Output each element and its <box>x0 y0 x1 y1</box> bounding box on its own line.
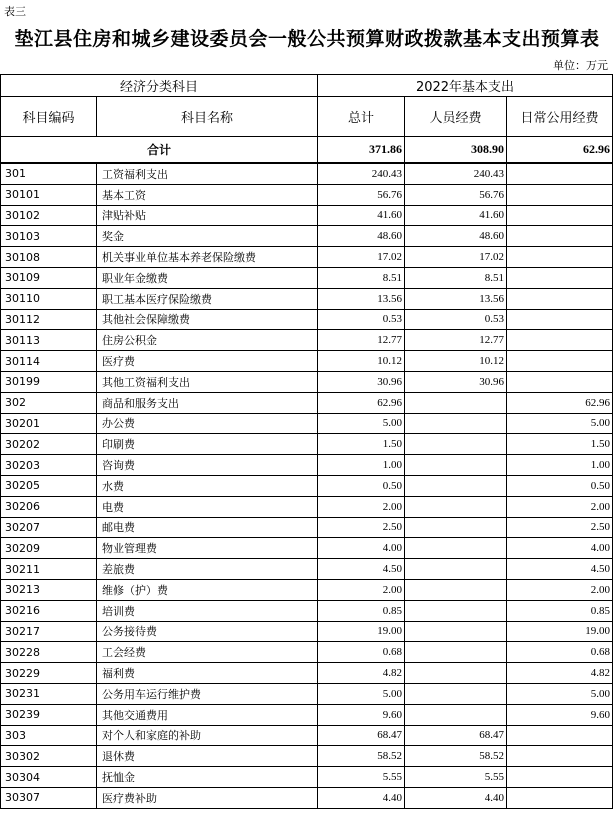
personnel-cell <box>405 392 507 413</box>
header-subject-code: 科目编码 <box>1 97 97 137</box>
table-row <box>1 683 613 704</box>
public-cell: 2.00 <box>507 579 613 600</box>
total-personnel-value: 308.90 <box>405 137 507 164</box>
table-row <box>1 205 613 226</box>
table-row <box>1 642 613 663</box>
subject-code-cell: 301 <box>1 163 97 184</box>
total-cell: 4.50 <box>318 559 405 580</box>
table-row <box>1 725 613 746</box>
subject-name-cell: 维修（护）费 <box>97 579 318 600</box>
public-cell: 5.00 <box>507 413 613 434</box>
public-cell <box>507 163 613 184</box>
public-cell <box>507 371 613 392</box>
table-row <box>1 538 613 559</box>
total-cell: 30.96 <box>318 371 405 392</box>
public-cell: 2.00 <box>507 496 613 517</box>
public-cell <box>507 330 613 351</box>
personnel-cell <box>405 538 507 559</box>
subject-name-cell: 医疗费补助 <box>97 787 318 808</box>
header-personnel-expense: 人员经费 <box>405 97 507 137</box>
public-cell: 4.50 <box>507 559 613 580</box>
subject-code-cell: 30102 <box>1 205 97 226</box>
personnel-cell: 48.60 <box>405 226 507 247</box>
table-row <box>1 767 613 788</box>
header-economic-classification: 经济分类科目 <box>1 75 318 97</box>
personnel-cell <box>405 663 507 684</box>
personnel-cell <box>405 434 507 455</box>
table-row <box>1 392 613 413</box>
public-cell: 4.00 <box>507 538 613 559</box>
subject-name-cell: 对个人和家庭的补助 <box>97 725 318 746</box>
total-cell: 8.51 <box>318 267 405 288</box>
public-cell: 1.50 <box>507 434 613 455</box>
public-cell: 5.00 <box>507 683 613 704</box>
personnel-cell <box>405 704 507 725</box>
public-cell <box>507 288 613 309</box>
personnel-cell: 58.52 <box>405 746 507 767</box>
subject-name-cell: 津贴补贴 <box>97 205 318 226</box>
public-cell <box>507 226 613 247</box>
subject-code-cell: 30109 <box>1 267 97 288</box>
subject-name-cell: 住房公积金 <box>97 330 318 351</box>
subject-code-cell: 30103 <box>1 226 97 247</box>
subject-name-cell: 办公费 <box>97 413 318 434</box>
personnel-cell: 5.55 <box>405 767 507 788</box>
total-cell: 58.52 <box>318 746 405 767</box>
table-row <box>1 704 613 725</box>
subject-name-cell: 咨询费 <box>97 455 318 476</box>
table-row <box>1 579 613 600</box>
header-total: 总计 <box>318 97 405 137</box>
total-label: 合计 <box>1 137 318 164</box>
subject-name-cell: 抚恤金 <box>97 767 318 788</box>
table-row <box>1 267 613 288</box>
personnel-cell: 240.43 <box>405 163 507 184</box>
public-cell <box>507 247 613 268</box>
document-title: 垫江县住房和城乡建设委员会一般公共预算财政拨款基本支出预算表 <box>14 28 600 50</box>
public-cell <box>507 767 613 788</box>
subject-name-cell: 其他工资福利支出 <box>97 371 318 392</box>
public-cell: 0.68 <box>507 642 613 663</box>
subject-code-cell: 303 <box>1 725 97 746</box>
personnel-cell <box>405 496 507 517</box>
total-public-value: 62.96 <box>507 137 613 164</box>
subject-code-cell: 30113 <box>1 330 97 351</box>
table-row <box>1 247 613 268</box>
public-cell: 62.96 <box>507 392 613 413</box>
subject-code-cell: 30207 <box>1 517 97 538</box>
subject-code-cell: 30213 <box>1 579 97 600</box>
public-cell: 0.50 <box>507 475 613 496</box>
subject-code-cell: 30229 <box>1 663 97 684</box>
total-cell: 9.60 <box>318 704 405 725</box>
table-row <box>1 413 613 434</box>
subject-code-cell: 30108 <box>1 247 97 268</box>
subject-name-cell: 福利费 <box>97 663 318 684</box>
personnel-cell <box>405 683 507 704</box>
subject-name-cell: 职工基本医疗保险缴费 <box>97 288 318 309</box>
public-cell: 19.00 <box>507 621 613 642</box>
subject-code-cell: 30231 <box>1 683 97 704</box>
subject-name-cell: 公务用车运行维护费 <box>97 683 318 704</box>
subject-code-cell: 302 <box>1 392 97 413</box>
table-row <box>1 496 613 517</box>
table-row <box>1 184 613 205</box>
total-cell: 68.47 <box>318 725 405 746</box>
personnel-cell <box>405 600 507 621</box>
public-cell <box>507 184 613 205</box>
subject-name-cell: 邮电费 <box>97 517 318 538</box>
total-cell: 12.77 <box>318 330 405 351</box>
subject-code-cell: 30216 <box>1 600 97 621</box>
total-cell: 10.12 <box>318 351 405 372</box>
subject-name-cell: 水费 <box>97 475 318 496</box>
subject-name-cell: 商品和服务支出 <box>97 392 318 413</box>
public-cell: 1.00 <box>507 455 613 476</box>
personnel-cell <box>405 455 507 476</box>
subject-code-cell: 30209 <box>1 538 97 559</box>
personnel-cell: 41.60 <box>405 205 507 226</box>
subject-code-cell: 30307 <box>1 787 97 808</box>
subject-name-cell: 奖金 <box>97 226 318 247</box>
personnel-cell: 17.02 <box>405 247 507 268</box>
subject-code-cell: 30201 <box>1 413 97 434</box>
subject-code-cell: 30114 <box>1 351 97 372</box>
total-cell: 0.85 <box>318 600 405 621</box>
total-cell: 1.00 <box>318 455 405 476</box>
table-row <box>1 351 613 372</box>
table-row <box>1 787 613 808</box>
subject-code-cell: 30205 <box>1 475 97 496</box>
subject-name-cell: 退休费 <box>97 746 318 767</box>
subject-name-cell: 其他交通费用 <box>97 704 318 725</box>
table-row <box>1 600 613 621</box>
table-row <box>1 163 613 184</box>
subject-code-cell: 30206 <box>1 496 97 517</box>
personnel-cell <box>405 579 507 600</box>
total-cell: 56.76 <box>318 184 405 205</box>
subject-name-cell: 公务接待费 <box>97 621 318 642</box>
subject-name-cell: 差旅费 <box>97 559 318 580</box>
table-row <box>1 309 613 330</box>
subject-name-cell: 电费 <box>97 496 318 517</box>
table-row <box>1 475 613 496</box>
unit-label: 单位：万元 <box>553 59 608 72</box>
subject-code-cell: 30211 <box>1 559 97 580</box>
total-cell: 5.55 <box>318 767 405 788</box>
total-row <box>1 137 613 164</box>
table-row <box>1 288 613 309</box>
total-cell: 2.50 <box>318 517 405 538</box>
table-row <box>1 371 613 392</box>
header-basic-expenditure-2022: 2022年基本支出 <box>318 75 613 97</box>
subject-code-cell: 30203 <box>1 455 97 476</box>
personnel-cell: 68.47 <box>405 725 507 746</box>
personnel-cell <box>405 475 507 496</box>
total-cell: 0.50 <box>318 475 405 496</box>
total-cell: 4.40 <box>318 787 405 808</box>
total-cell: 19.00 <box>318 621 405 642</box>
total-cell: 41.60 <box>318 205 405 226</box>
subject-code-cell: 30199 <box>1 371 97 392</box>
total-value: 371.86 <box>318 137 405 164</box>
public-cell: 9.60 <box>507 704 613 725</box>
subject-code-cell: 30217 <box>1 621 97 642</box>
table-number-label: 表三 <box>4 5 26 18</box>
total-cell: 5.00 <box>318 683 405 704</box>
personnel-cell <box>405 517 507 538</box>
subject-name-cell: 培训费 <box>97 600 318 621</box>
personnel-cell: 4.40 <box>405 787 507 808</box>
subject-name-cell: 物业管理费 <box>97 538 318 559</box>
subject-name-cell: 职业年金缴费 <box>97 267 318 288</box>
personnel-cell <box>405 621 507 642</box>
subject-name-cell: 医疗费 <box>97 351 318 372</box>
table-row <box>1 434 613 455</box>
public-cell: 0.85 <box>507 600 613 621</box>
public-cell <box>507 746 613 767</box>
public-cell: 2.50 <box>507 517 613 538</box>
table-row <box>1 455 613 476</box>
public-cell <box>507 351 613 372</box>
table-row <box>1 621 613 642</box>
subject-name-cell: 基本工资 <box>97 184 318 205</box>
subject-name-cell: 印刷费 <box>97 434 318 455</box>
personnel-cell <box>405 642 507 663</box>
personnel-cell: 10.12 <box>405 351 507 372</box>
personnel-cell <box>405 559 507 580</box>
total-cell: 5.00 <box>318 413 405 434</box>
subject-name-cell: 其他社会保障缴费 <box>97 309 318 330</box>
total-cell: 1.50 <box>318 434 405 455</box>
header-public-expense: 日常公用经费 <box>507 97 613 137</box>
header-subject-name: 科目名称 <box>97 97 318 137</box>
subject-code-cell: 30110 <box>1 288 97 309</box>
budget-table <box>0 74 613 809</box>
subject-name-cell: 工资福利支出 <box>97 163 318 184</box>
subject-code-cell: 30112 <box>1 309 97 330</box>
subject-code-cell: 30101 <box>1 184 97 205</box>
table-row <box>1 517 613 538</box>
total-cell: 48.60 <box>318 226 405 247</box>
total-cell: 4.82 <box>318 663 405 684</box>
personnel-cell: 13.56 <box>405 288 507 309</box>
table-row <box>1 226 613 247</box>
subject-code-cell: 30202 <box>1 434 97 455</box>
public-cell <box>507 309 613 330</box>
public-cell: 4.82 <box>507 663 613 684</box>
total-cell: 4.00 <box>318 538 405 559</box>
total-cell: 0.68 <box>318 642 405 663</box>
personnel-cell <box>405 413 507 434</box>
personnel-cell: 56.76 <box>405 184 507 205</box>
total-cell: 2.00 <box>318 496 405 517</box>
public-cell <box>507 787 613 808</box>
total-cell: 17.02 <box>318 247 405 268</box>
public-cell <box>507 205 613 226</box>
public-cell <box>507 267 613 288</box>
subject-code-cell: 30228 <box>1 642 97 663</box>
subject-code-cell: 30302 <box>1 746 97 767</box>
header-group-row <box>1 75 613 97</box>
personnel-cell: 30.96 <box>405 371 507 392</box>
total-cell: 13.56 <box>318 288 405 309</box>
subject-code-cell: 30239 <box>1 704 97 725</box>
total-cell: 2.00 <box>318 579 405 600</box>
table-row <box>1 663 613 684</box>
header-column-row <box>1 97 613 137</box>
table-row <box>1 559 613 580</box>
personnel-cell: 8.51 <box>405 267 507 288</box>
total-cell: 240.43 <box>318 163 405 184</box>
table-row <box>1 746 613 767</box>
total-cell: 0.53 <box>318 309 405 330</box>
table-row <box>1 330 613 351</box>
public-cell <box>507 725 613 746</box>
total-cell: 62.96 <box>318 392 405 413</box>
subject-name-cell: 工会经费 <box>97 642 318 663</box>
subject-code-cell: 30304 <box>1 767 97 788</box>
subject-name-cell: 机关事业单位基本养老保险缴费 <box>97 247 318 268</box>
personnel-cell: 12.77 <box>405 330 507 351</box>
personnel-cell: 0.53 <box>405 309 507 330</box>
